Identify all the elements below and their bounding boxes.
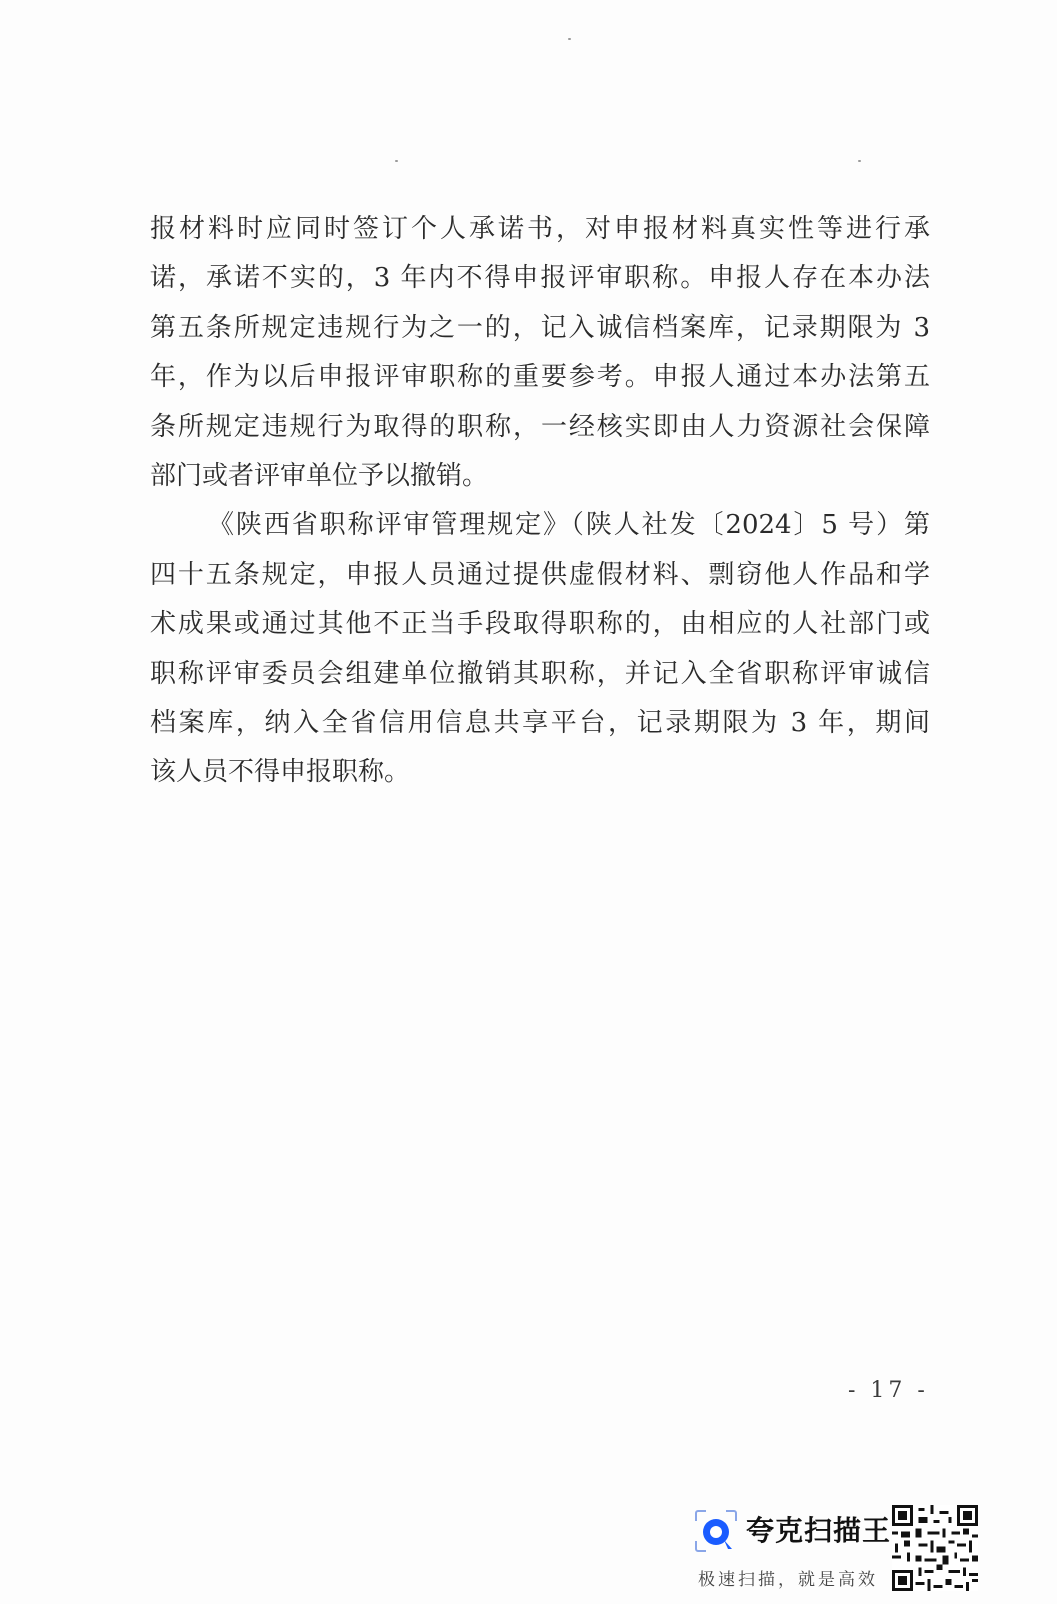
text-line: 四十五条规定，申报人员通过提供虚假材料、剽窃他人作品和学 <box>150 559 930 590</box>
text-line: 术成果或通过其他不正当手段取得职称的，由相应的人社部门或 <box>150 609 930 640</box>
scan-speck <box>568 38 571 40</box>
text-line: 部门或者评审单位予以撤销。 <box>150 460 489 491</box>
text-line: 该人员不得申报职称。 <box>150 757 411 788</box>
qr-code-icon <box>892 1505 978 1591</box>
quark-logo-icon <box>694 1509 738 1553</box>
text-line: 职称评审委员会组建单位撤销其职称，并记入全省职称评审诚信 <box>150 658 930 689</box>
text-line: 诺，承诺不实的，3 年内不得申报评审职称。申报人存在本办法 <box>150 263 930 294</box>
page-number: - 17 - <box>848 1378 929 1403</box>
text-line: 条所规定违规行为取得的职称，一经核实即由人力资源社会保障 <box>150 411 930 442</box>
text-line: 档案库，纳入全省信用信息共享平台，记录期限为 3 年，期间 <box>150 707 930 738</box>
text-line: 报材料时应同时签订个人承诺书，对申报材料真实性等进行承 <box>150 214 930 244</box>
document-body <box>150 205 930 798</box>
app-name: 夸克扫描王 <box>746 1514 892 1547</box>
text-line: 年，作为以后申报评审职称的重要参考。申报人通过本办法第五 <box>150 362 930 393</box>
text-line: 第五条所规定违规行为之一的，记入诚信档案库，记录期限为 3 <box>150 312 930 343</box>
app-slogan: 极速扫描，就是高效 <box>698 1570 878 1590</box>
scan-speck <box>858 160 861 162</box>
scanner-watermark <box>694 1505 1044 1600</box>
scan-speck <box>395 160 398 162</box>
paragraph-start-line: 《陕西省职称评审管理规定》（陕人社发〔2024〕5 号）第 <box>208 510 930 541</box>
